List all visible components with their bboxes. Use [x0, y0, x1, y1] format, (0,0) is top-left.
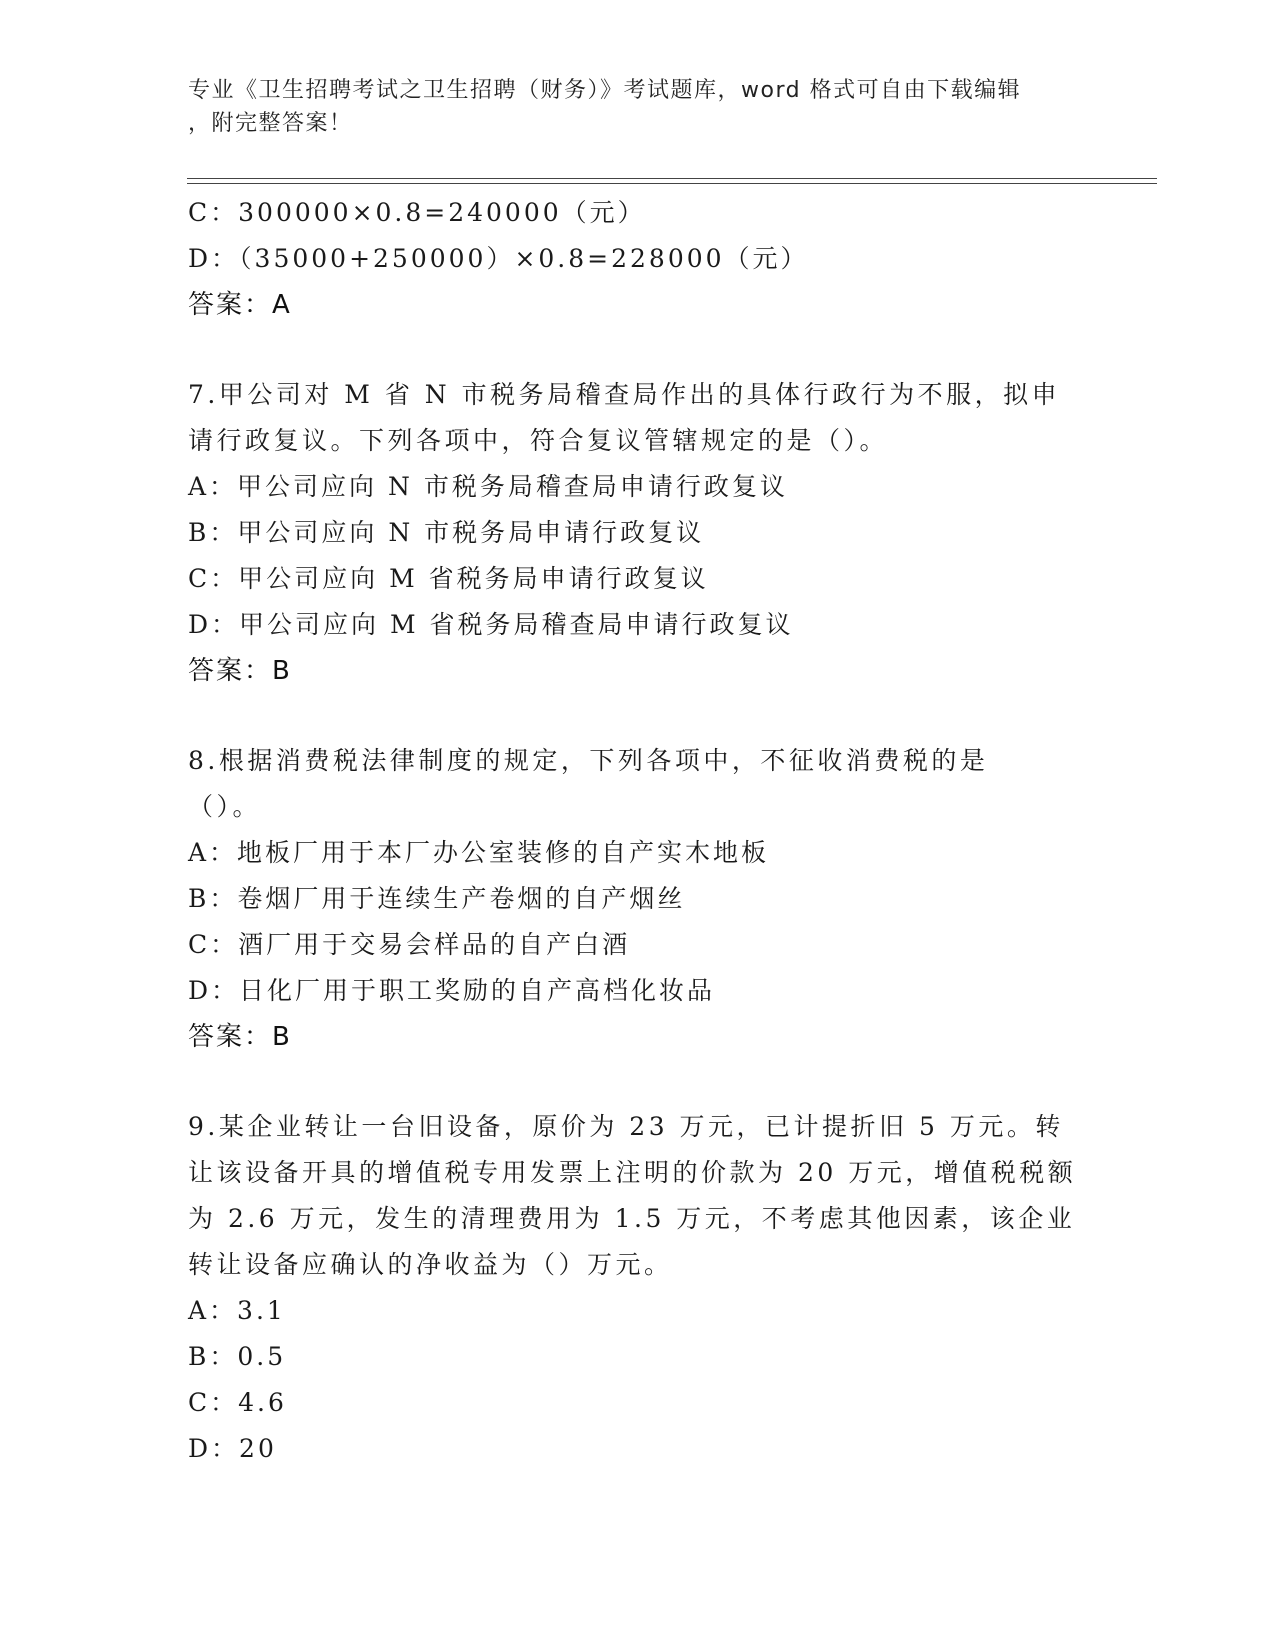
- option-c: C：酒厂用于交易会样品的自产白酒: [188, 930, 631, 959]
- question-text: 9.某企业转让一台旧设备，原价为 23 万元，已计提折旧 5 万元。转让该设备开具的增值税专用发票上注明的价款为 20 万元，增值税税额为 2.6 万元，发生的清理费用为 1.5 万元，不考虑其他因素，该企业转让设备应确认的净收益为（）万元。: [188, 1112, 1077, 1279]
- spacer: [188, 328, 1088, 372]
- question-text: 7.甲公司对 M 省 N 市税务局稽查局作出的具体行政行为不服，拟申请行政复议。下列各项中，符合复议管辖规定的是（）。: [188, 380, 1061, 455]
- document-body: [188, 190, 1088, 1472]
- option-b: B：0.5: [188, 1342, 287, 1371]
- question-text: 8.根据消费税法律制度的规定，下列各项中，不征收消费税的是（）。: [188, 746, 989, 821]
- header-title-line-1: 专业《卫生招聘考试之卫生招聘（财务）》考试题库，word 格式可自由下载编辑: [188, 78, 1022, 103]
- option-d: D：甲公司应向 M 省税务局稽查局申请行政复议: [188, 610, 794, 639]
- option-a: A：甲公司应向 N 市税务局稽查局申请行政复议: [188, 472, 788, 501]
- option-d: D：日化厂用于职工奖励的自产高档化妆品: [188, 976, 716, 1005]
- header-divider-bottom: [187, 183, 1157, 184]
- option-c: C：300000×0.8=240000（元）: [188, 198, 646, 227]
- answer-line: 答案：A: [188, 290, 292, 320]
- question-9: [188, 1104, 1088, 1472]
- option-d: D：20: [188, 1434, 277, 1463]
- question-7: [188, 372, 1088, 694]
- spacer: [188, 694, 1088, 738]
- header-divider-top: [187, 178, 1157, 179]
- option-c: C：甲公司应向 M 省税务局申请行政复议: [188, 564, 709, 593]
- prev-question-block: [188, 190, 1088, 328]
- spacer: [188, 1060, 1088, 1104]
- answer-line: 答案：B: [188, 656, 292, 686]
- answer-line: 答案：B: [188, 1022, 292, 1052]
- question-8: [188, 738, 1088, 1060]
- option-a: A：地板厂用于本厂办公室装修的自产实木地板: [188, 838, 770, 867]
- document-header: [188, 74, 1068, 140]
- option-d: D：（35000+250000）×0.8=228000（元）: [188, 244, 809, 273]
- option-c: C：4.6: [188, 1388, 287, 1417]
- option-b: B：甲公司应向 N 市税务局申请行政复议: [188, 518, 705, 547]
- option-b: B：卷烟厂用于连续生产卷烟的自产烟丝: [188, 884, 686, 913]
- option-a: A：3.1: [188, 1296, 286, 1325]
- header-title-line-2: ，附完整答案！: [188, 111, 353, 136]
